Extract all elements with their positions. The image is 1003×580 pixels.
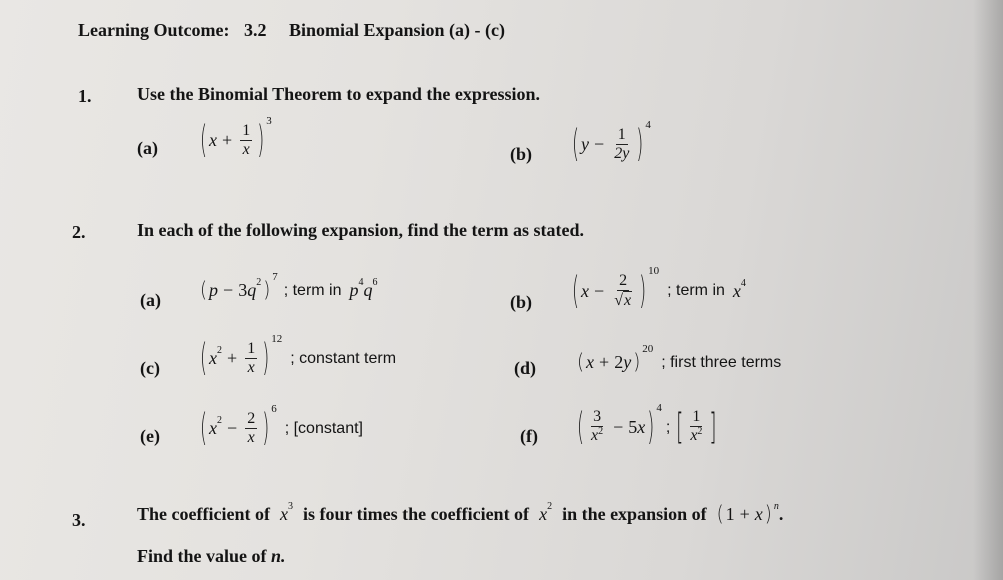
q3-text-b: is four times the coefficient of (302, 504, 530, 524)
q2-part-a-note: ; term in (283, 281, 342, 299)
learning-outcome-header (78, 20, 505, 41)
outcome-title: Binomial Expansion (a) - (c) (288, 20, 506, 40)
q2-part-b-expression: ( x − 2 √ x ) 10 ; term in x 4 (572, 265, 746, 314)
q2-part-d-expression: ( x + 2 y ) 20 ; first three terms (577, 342, 782, 376)
q2-part-d-label: (d) (514, 358, 536, 378)
q2-part-c-expression: ( x 2 + $\frac{1}{x}$ ) 12 ; constant term (200, 332, 397, 381)
q1-part-a-label: (a) (137, 138, 158, 158)
q2-part-b-label: (b) (510, 292, 532, 312)
q2-part-e-expression: ( x 2 − $\frac{2}{x}$ ) 6 ; [constant] (200, 402, 363, 451)
q2-part-f-note: ; (665, 418, 671, 436)
q1-part-b-expression: ( y − $\frac{1}{2y}$ ) 4 (572, 118, 651, 167)
q2-part-a-label: (a) (140, 290, 161, 310)
q2-part-d-note: ; first three terms (661, 353, 782, 371)
outcome-label: Learning Outcome: (78, 20, 230, 40)
question-3-text: The coefficient of x 3 is four times the coefficient of x 2 in the expansion of ( 1 + x ) n . (137, 501, 784, 528)
question-2-text: In each of the following expansion, find the term as stated. (137, 220, 585, 240)
question-2-number: 2. (72, 222, 86, 242)
question-3-number: 3. (72, 510, 86, 530)
q3-text-a: The coefficient of (137, 504, 270, 524)
q3-var-n: n. (271, 546, 286, 566)
q3-text-c: in the expansion of (562, 504, 707, 524)
q3-text-d: Find the value of (137, 546, 267, 566)
q2-part-c-note: ; constant term (290, 349, 397, 367)
question-1-text: Use the Binomial Theorem to expand the expression. (137, 84, 541, 104)
page-shadow (973, 0, 1003, 580)
q2-part-b-note: ; term in (667, 282, 725, 299)
q1-part-b-label: (b) (510, 144, 532, 164)
q2-part-f-expression: ( $\frac{3}{x^2}$ − 5 x ) 4 ; [ $\frac{1}{x^2}$ ] (577, 401, 717, 450)
question-3-find (137, 546, 286, 567)
q2-part-c-label: (c) (140, 358, 160, 378)
q1-part-a-expression: ( x + $\frac{1}{x}$ ) 3 (200, 114, 272, 163)
q2-part-e-note: ; [constant] (284, 419, 363, 437)
q2-part-e-label: (e) (140, 426, 160, 446)
question-1-number: 1. (78, 86, 92, 106)
outcome-number: 3.2 (243, 20, 267, 40)
q2-part-a-expression: ( p − 3 q 2 ) 7 ; term in p 4 q 6 (200, 270, 378, 304)
q2-part-f-label: (f) (520, 426, 538, 446)
